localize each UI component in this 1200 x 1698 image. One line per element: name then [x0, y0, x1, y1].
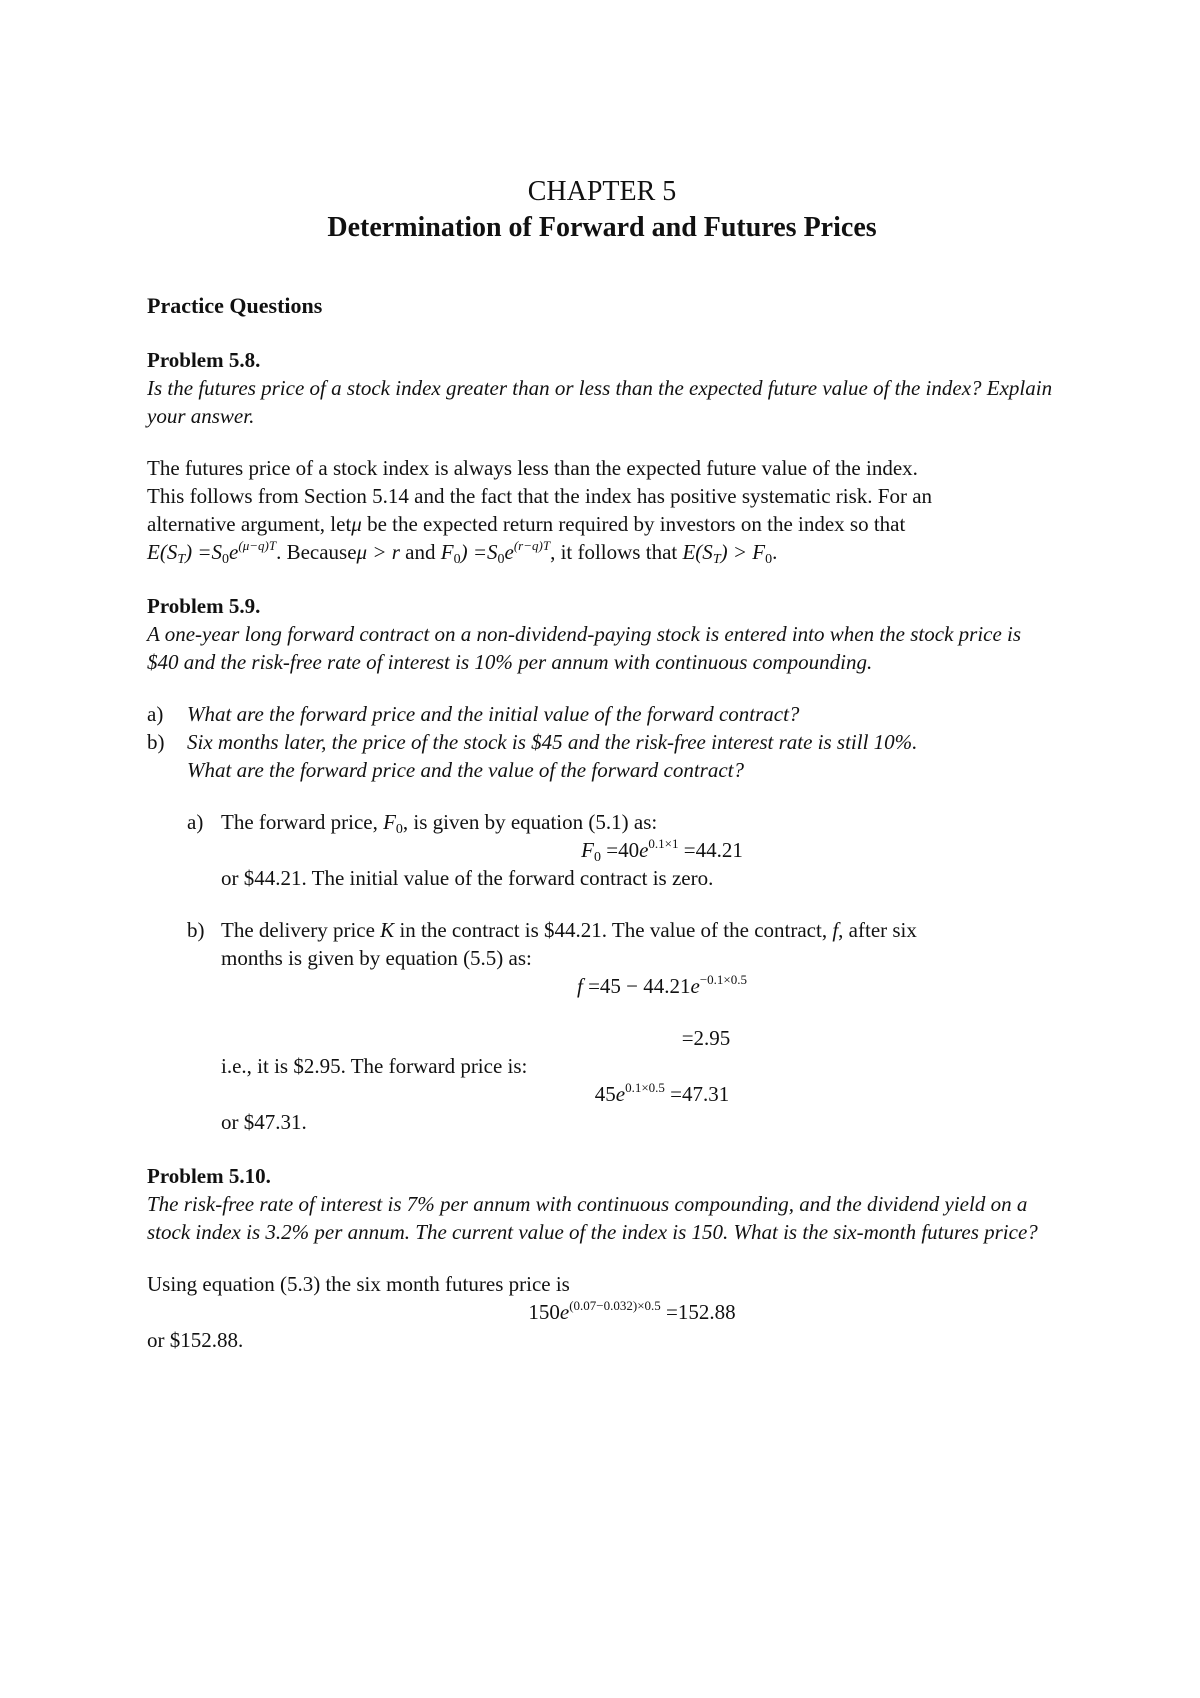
answer-a-conclusion: or $44.21. The initial value of the forward contract is zero.: [221, 866, 714, 890]
section-title: Practice Questions: [147, 293, 323, 318]
chapter-title: Determination of Forward and Futures Prices: [327, 212, 877, 243]
answer-a: a) The forward price, $F_0$, is given by equation (5.1) as: $F_0 =40e^{0.1\times 1} =44.21$ or $44.21. The initial value of the forward contract is zero.: [147, 808, 1057, 892]
answer-b-line: i.e., it is $2.95. The forward price is:: [221, 1054, 528, 1078]
problem-5-9-question: A one-year long forward contract on a non-dividend-paying stock is entered into when the stock price is $40 and the risk-free rate of interest is 10% per annum with continuous compounding.: [147, 622, 1022, 674]
problem-5-9-subquestions: [147, 700, 1057, 784]
equation-contract-value-result: =2.95: [681, 1026, 731, 1050]
answer-line: or $152.88.: [147, 1328, 244, 1352]
answer-line: alternative argument, letμ be the expected return required by investors on the index so that: [147, 512, 906, 536]
problem-5-8-title: Problem 5.8.: [147, 348, 261, 372]
problem-5-8-answer: [147, 454, 1057, 566]
problem-5-9-title: Problem 5.9.: [147, 594, 261, 618]
problem-5-10-question: The risk-free rate of interest is 7% per annum with continuous compounding, and the dividend yield on a stock index is 3.2% per annum. The current value of the index is 150. What is the six-month futures price?: [147, 1192, 1038, 1244]
answer-b-conclusion: or $47.31.: [221, 1110, 307, 1134]
answer-line: Using equation (5.3) the six month futures price is: [147, 1272, 570, 1296]
answer-line: The futures price of a stock index is always less than the expected future value of the index.: [147, 456, 918, 480]
answer-b: b) The delivery price K in the contract is $44.21. The value of the contract, f, after six months is given by equation (5.5) as: $f =45 - 44.21e^{-0.1\times 0.5}$ =2.95 i.e., it is $2.95. The forward price is: $45e^{0.1\times 0.5} =47.31$ or $47.31.: [147, 916, 1057, 1136]
problem-5-8-question: Is the futures price of a stock index greater than or less than the expected future value of the index? Explain your answer.: [147, 376, 1053, 428]
subquestion-b: b) Six months later, the price of the stock is $45 and the risk-free interest rate is still 10%. What are the forward price and the value of the forward contract?: [147, 730, 918, 782]
subquestion-a: a) What are the forward price and the initial value of the forward contract?: [147, 702, 800, 726]
problem-5-10-title: Problem 5.10.: [147, 1164, 271, 1188]
answer-line: This follows from Section 5.14 and the fact that the index has positive systematic risk. For an: [147, 484, 933, 508]
chapter-heading: CHAPTER 5: [527, 176, 677, 207]
equation-forward-price: $F_0 =40e^{0.1\times 1} =44.21$: [581, 836, 743, 865]
equation-futures-price: $150e^{(0.07-0.032)\times 0.5} =152.88$: [528, 1298, 736, 1324]
document-content: [147, 174, 1057, 1354]
answer-formula-line: $E(S_T) =S_0e^{(\mu-q)T}$. Becauseμ > r and $F_0) =S_0e^{(r-q)T}$, it follows that $E(S_T) > F_0$.: [147, 538, 778, 567]
equation-new-forward-price: $45e^{0.1\times 0.5} =47.31$: [594, 1080, 730, 1106]
problem-5-10-answer: [147, 1270, 1057, 1354]
equation-contract-value: $f =45 - 44.21e^{-0.1\times 0.5}$: [576, 972, 748, 998]
